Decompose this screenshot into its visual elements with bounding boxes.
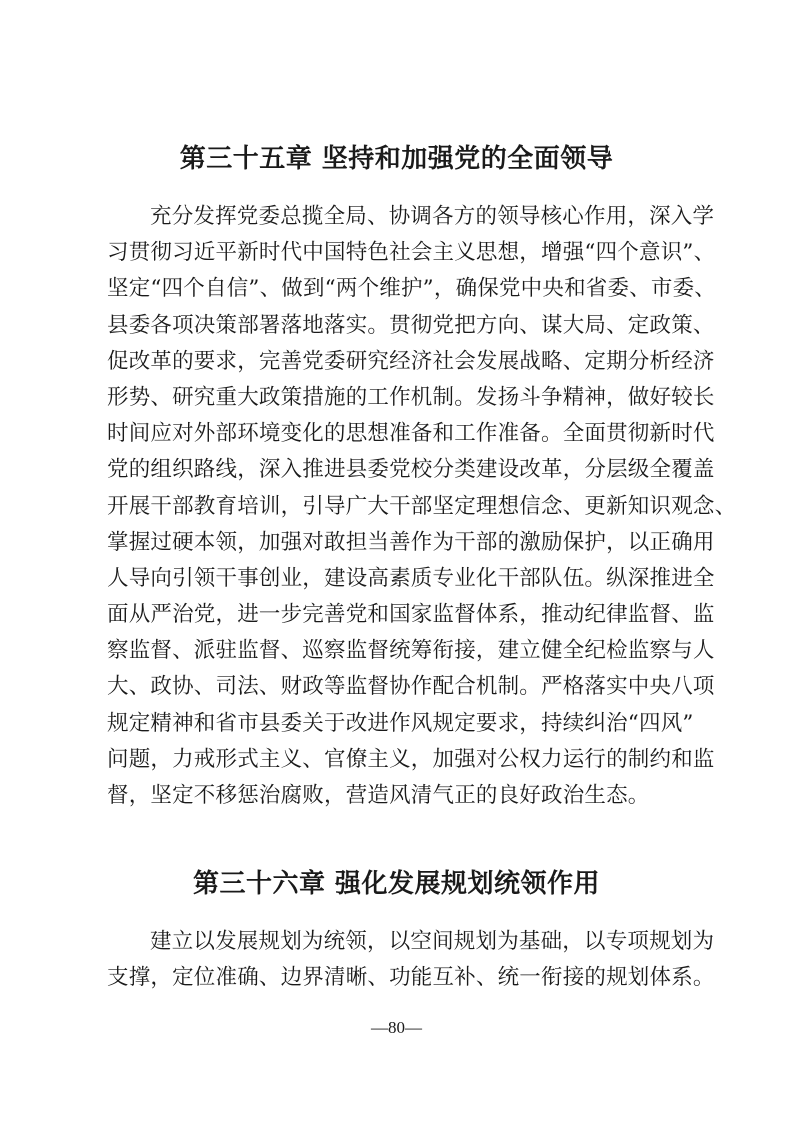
paragraph-line: 促改革的要求，完善党委研究经济社会发展战略、定期分析经济 [107,348,715,374]
paragraph-line: 面从严治党，进一步完善党和国家监督体系，推动纪律监督、监 [107,602,715,628]
paragraph-line: 建立以发展规划为统领，以空间规划为基础，以专项规划为 [150,929,715,954]
paragraph-line: 党的组织路线，深入推进县委党校分类建设改革，分层级全覆盖 [107,457,715,483]
chapter-35-title: 第三十五章 坚持和加强党的全面领导 [179,144,614,174]
paragraph-line: 习贯彻习近平新时代中国特色社会主义思想，增强“四个意识”、 [107,240,716,266]
paragraph-line: 督，坚定不移惩治腐败，营造风清气正的良好政治生态。 [107,783,650,808]
chapter-35-paragraph [107,199,737,814]
paragraph-line: 察监督、派驻监督、巡察监督统筹衔接，建立健全纪检监察与人 [107,638,715,664]
paragraph-line: 时间应对外部环境变化的思想准备和工作准备。全面贯彻新时代 [107,421,715,447]
paragraph-line: 开展干部教育培训，引导广大干部坚定理想信念、更新知识观念、 [107,493,737,519]
page-number: —80— [371,1018,422,1037]
paragraph-line: 坚定“四个自信”、做到“两个维护”，确保党中央和省委、市委、 [107,276,716,302]
chapter-36-title: 第三十六章 强化发展规划统领作用 [192,869,601,899]
paragraph-line: 县委各项决策部署落地落实。贯彻党把方向、谋大局、定政策、 [107,312,715,338]
paragraph-line: 掌握过硬本领，加强对敢担当善作为干部的激励保护，以正确用 [107,529,715,555]
paragraph-line: 形势、研究重大政策措施的工作机制。发扬斗争精神，做好较长 [107,384,715,410]
paragraph-line: 人导向引领干事创业，建设高素质专业化干部队伍。纵深推进全 [107,565,715,591]
paragraph-line: 支撑，定位准确、边界清晰、功能互补、统一衔接的规划体系。 [107,965,715,991]
paragraph-line: 充分发挥党委总揽全局、协调各方的领导核心作用，深入学 [150,204,715,229]
paragraph-line: 大、政协、司法、财政等监督协作配合机制。严格落实中央八项 [107,674,715,700]
paragraph-line: 问题，力戒形式主义、官僚主义，加强对公权力运行的制约和监 [107,746,715,772]
paragraph-line: 规定精神和省市县委关于改进作风规定要求，持续纠治“四风” [107,710,694,736]
chapter-36-paragraph [107,924,715,996]
